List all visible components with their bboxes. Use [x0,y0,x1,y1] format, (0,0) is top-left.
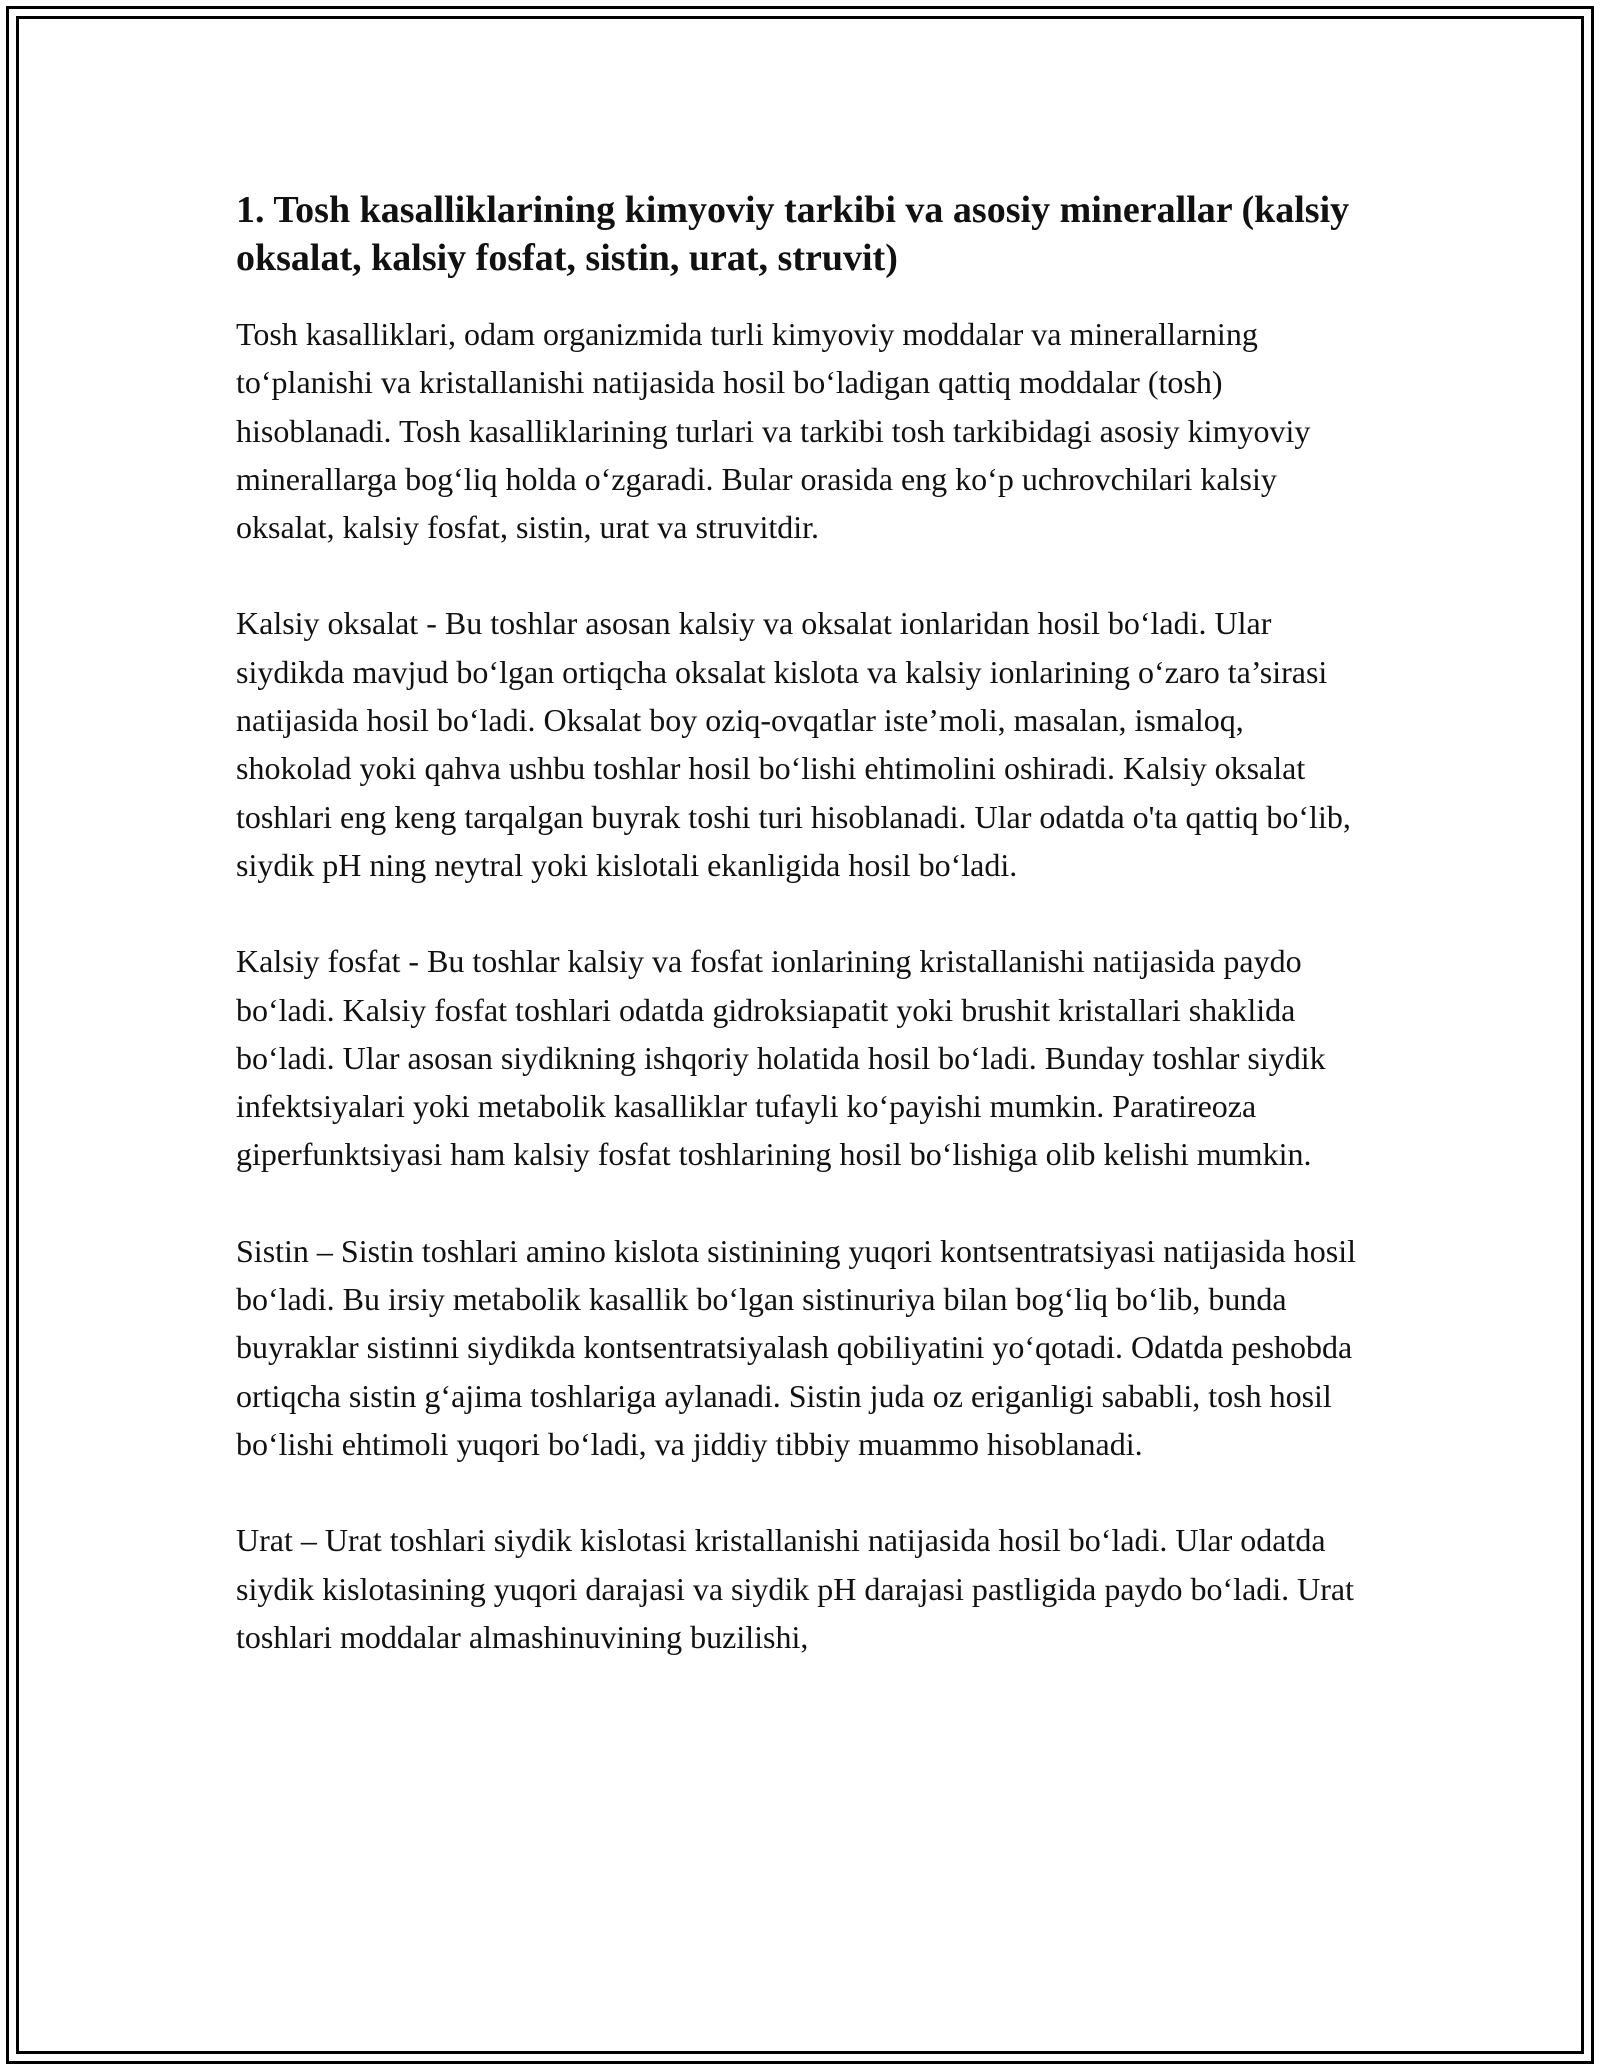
paragraph-intro: Tosh kasalliklari, odam organizmida turli kimyoviy moddalar va minerallarning to‘planishi va kristallanishi natijasida hosil bo‘ladigan qattiq moddalar (tosh) hisoblanadi. Tosh kasalliklarining turlari va tarkibi tosh tarkibidagi asosiy kimyoviy minerallarga bog‘liq holda o‘zgaradi. Bular orasida eng ko‘p uchrovchilari kalsiy oksalat, kalsiy fosfat, sistin, urat va struvitdir. [236,316,1311,546]
paragraph-urate: Urat – Urat toshlari siydik kislotasi kristallanishi natijasida hosil bo‘ladi. Ular odatda siydik kislotasining yuqori darajasi va siydik pH darajasi pastligida paydo bo‘ladi. Urat toshlari moddalar almashinuvining buzilishi, [236,1522,1355,1655]
document-body [236,186,1366,1709]
paragraph-calcium-phosphate: Kalsiy fosfat - Bu toshlar kalsiy va fosfat ionlarining kristallanishi natijasida paydo bo‘ladi. Kalsiy fosfat toshlari odatda gidroksiapatit yoki brushit kristallari shaklida bo‘ladi. Ular asosan siydikning ishqoriy holatida hosil bo‘ladi. Bunday toshlar siydik infektsiyalari yoki metabolik kasalliklar tufayli ko‘payishi mumkin. Paratireoza giperfunktsiyasi ham kalsiy fosfat toshlarining hosil bo‘lishiga olib kelishi mumkin. [236,943,1326,1173]
paragraph-calcium-oxalate: Kalsiy oksalat - Bu toshlar asosan kalsiy va oksalat ionlaridan hosil bo‘ladi. Ular siydikda mavjud bo‘lgan ortiqcha oksalat kislota va kalsiy ionlarining o‘zaro ta’sirasi natijasida hosil bo‘ladi. Oksalat boy oziq-ovqatlar iste’moli, masalan, ismaloq, shokolad yoki qahva ushbu toshlar hosil bo‘lishi ehtimolini oshiradi. Kalsiy oksalat toshlari eng keng tarqalgan buyrak toshi turi hisoblanadi. Ular odatda o'ta qattiq bo‘lib, siydik pH ning neytral yoki kislotali ekanligida hosil bo‘ladi. [236,605,1351,883]
section-heading: 1. Tosh kasalliklarining kimyoviy tarkibi va asosiy minerallar (kalsiy oksalat, kalsiy fosfat, sistin, urat, struvit) [236,189,1350,279]
paragraph-cystine: Sistin – Sistin toshlari amino kislota sistinining yuqori kontsentratsiyasi natijasida hosil bo‘ladi. Bu irsiy metabolik kasallik bo‘lgan sistinuriya bilan bog‘liq bo‘lib, bunda buyraklar sistinni siydikda kontsentratsiyalash qobiliyatini yo‘qotadi. Odatda peshobda ortiqcha sistin g‘ajima toshlariga aylanadi. Sistin juda oz eriganligi sababli, tosh hosil bo‘lishi ehtimoli yuqori bo‘ladi, va jiddiy tibbiy muammo hisoblanadi. [236,1232,1356,1462]
